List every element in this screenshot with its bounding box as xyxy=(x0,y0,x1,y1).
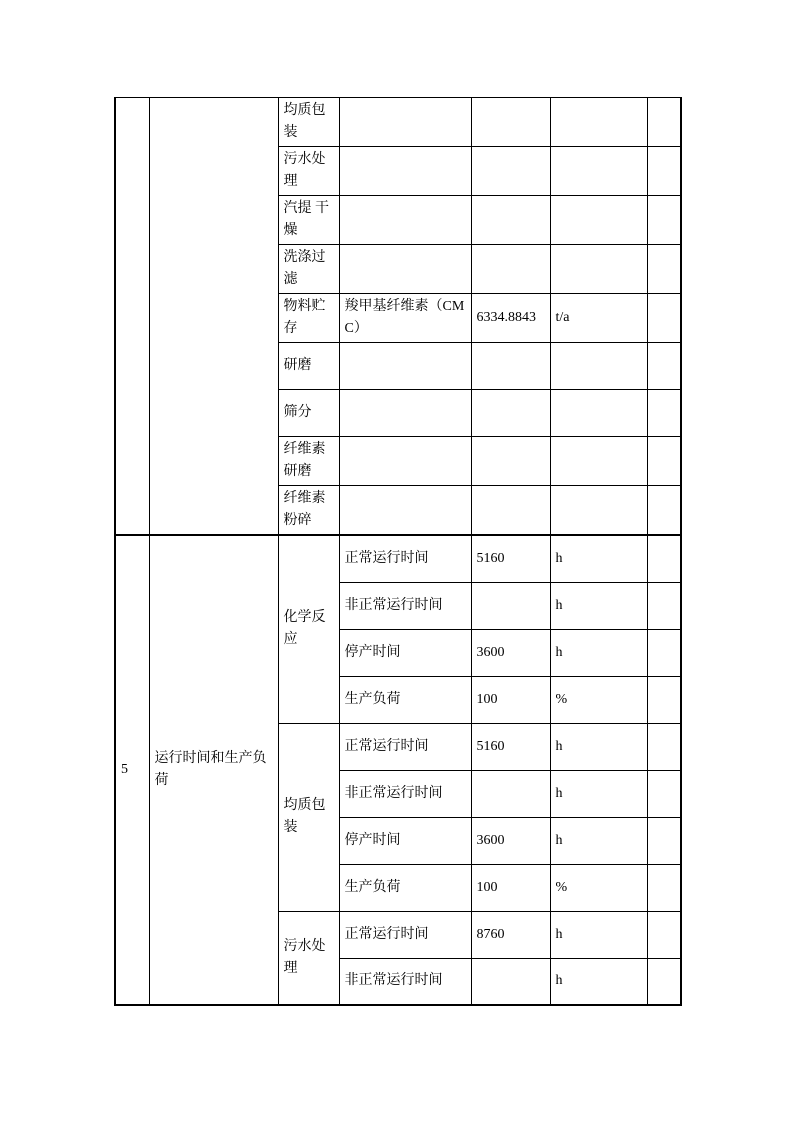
value-cell xyxy=(471,486,550,536)
unit-cell: h xyxy=(550,582,647,629)
value-cell xyxy=(471,245,550,294)
unit-cell: h xyxy=(550,911,647,958)
unit-cell xyxy=(550,343,647,390)
unit-cell xyxy=(550,98,647,147)
process-cell: 纤维素研磨 xyxy=(278,437,339,486)
material-cell xyxy=(339,343,471,390)
material-cell xyxy=(339,196,471,245)
value-cell xyxy=(471,437,550,486)
table-row xyxy=(115,98,681,147)
value-cell xyxy=(471,147,550,196)
unit-cell xyxy=(550,245,647,294)
row-index-cell: 5 xyxy=(115,535,149,1005)
value-cell xyxy=(471,390,550,437)
process-cell: 洗涤过滤 xyxy=(278,245,339,294)
value-cell: 100 xyxy=(471,864,550,911)
value-cell xyxy=(471,98,550,147)
material-cell xyxy=(339,486,471,536)
unit-cell: % xyxy=(550,864,647,911)
row-index-cell xyxy=(115,98,149,536)
material-cell xyxy=(339,437,471,486)
material-cell: 羧甲基纤维素（CMC） xyxy=(339,294,471,343)
remark-cell xyxy=(647,864,681,911)
process-cell: 污水处理 xyxy=(278,911,339,1005)
unit-cell xyxy=(550,486,647,536)
material-cell xyxy=(339,98,471,147)
item-cell: 停产时间 xyxy=(339,629,471,676)
value-cell xyxy=(471,770,550,817)
remark-cell xyxy=(647,723,681,770)
material-cell xyxy=(339,390,471,437)
production-schedule-table xyxy=(114,97,682,1006)
process-cell: 均质包装 xyxy=(278,723,339,911)
material-cell xyxy=(339,147,471,196)
process-cell: 化学反应 xyxy=(278,535,339,723)
remark-cell xyxy=(647,147,681,196)
unit-cell: % xyxy=(550,676,647,723)
process-cell: 纤维素粉碎 xyxy=(278,486,339,536)
unit-cell xyxy=(550,196,647,245)
category-cell: 运行时间和生产负荷 xyxy=(149,535,278,1005)
remark-cell xyxy=(647,245,681,294)
material-cell xyxy=(339,245,471,294)
unit-cell xyxy=(550,147,647,196)
process-cell: 污水处理 xyxy=(278,147,339,196)
item-cell: 正常运行时间 xyxy=(339,911,471,958)
value-cell: 3600 xyxy=(471,629,550,676)
remark-cell xyxy=(647,629,681,676)
unit-cell: h xyxy=(550,817,647,864)
value-cell xyxy=(471,196,550,245)
remark-cell xyxy=(647,196,681,245)
process-cell: 均质包装 xyxy=(278,98,339,147)
remark-cell xyxy=(647,911,681,958)
unit-cell: h xyxy=(550,958,647,1005)
category-cell xyxy=(149,98,278,536)
item-cell: 正常运行时间 xyxy=(339,535,471,582)
unit-cell: h xyxy=(550,535,647,582)
value-cell xyxy=(471,958,550,1005)
remark-cell xyxy=(647,343,681,390)
remark-cell xyxy=(647,535,681,582)
unit-cell xyxy=(550,390,647,437)
remark-cell xyxy=(647,294,681,343)
remark-cell xyxy=(647,817,681,864)
item-cell: 非正常运行时间 xyxy=(339,958,471,1005)
item-cell: 非正常运行时间 xyxy=(339,582,471,629)
process-cell: 物料贮存 xyxy=(278,294,339,343)
item-cell: 停产时间 xyxy=(339,817,471,864)
remark-cell xyxy=(647,486,681,536)
item-cell: 非正常运行时间 xyxy=(339,770,471,817)
remark-cell xyxy=(647,582,681,629)
value-cell xyxy=(471,343,550,390)
unit-cell: t/a xyxy=(550,294,647,343)
item-cell: 生产负荷 xyxy=(339,676,471,723)
value-cell: 5160 xyxy=(471,723,550,770)
value-cell: 8760 xyxy=(471,911,550,958)
process-cell: 汽提 干燥 xyxy=(278,196,339,245)
value-cell: 100 xyxy=(471,676,550,723)
item-cell: 正常运行时间 xyxy=(339,723,471,770)
unit-cell: h xyxy=(550,770,647,817)
value-cell xyxy=(471,582,550,629)
remark-cell xyxy=(647,437,681,486)
value-cell: 3600 xyxy=(471,817,550,864)
remark-cell xyxy=(647,770,681,817)
item-cell: 生产负荷 xyxy=(339,864,471,911)
value-cell: 5160 xyxy=(471,535,550,582)
remark-cell xyxy=(647,98,681,147)
table-row xyxy=(115,535,681,582)
value-cell: 6334.8843 xyxy=(471,294,550,343)
process-cell: 筛分 xyxy=(278,390,339,437)
unit-cell xyxy=(550,437,647,486)
remark-cell xyxy=(647,390,681,437)
remark-cell xyxy=(647,958,681,1005)
unit-cell: h xyxy=(550,629,647,676)
process-cell: 研磨 xyxy=(278,343,339,390)
unit-cell: h xyxy=(550,723,647,770)
remark-cell xyxy=(647,676,681,723)
